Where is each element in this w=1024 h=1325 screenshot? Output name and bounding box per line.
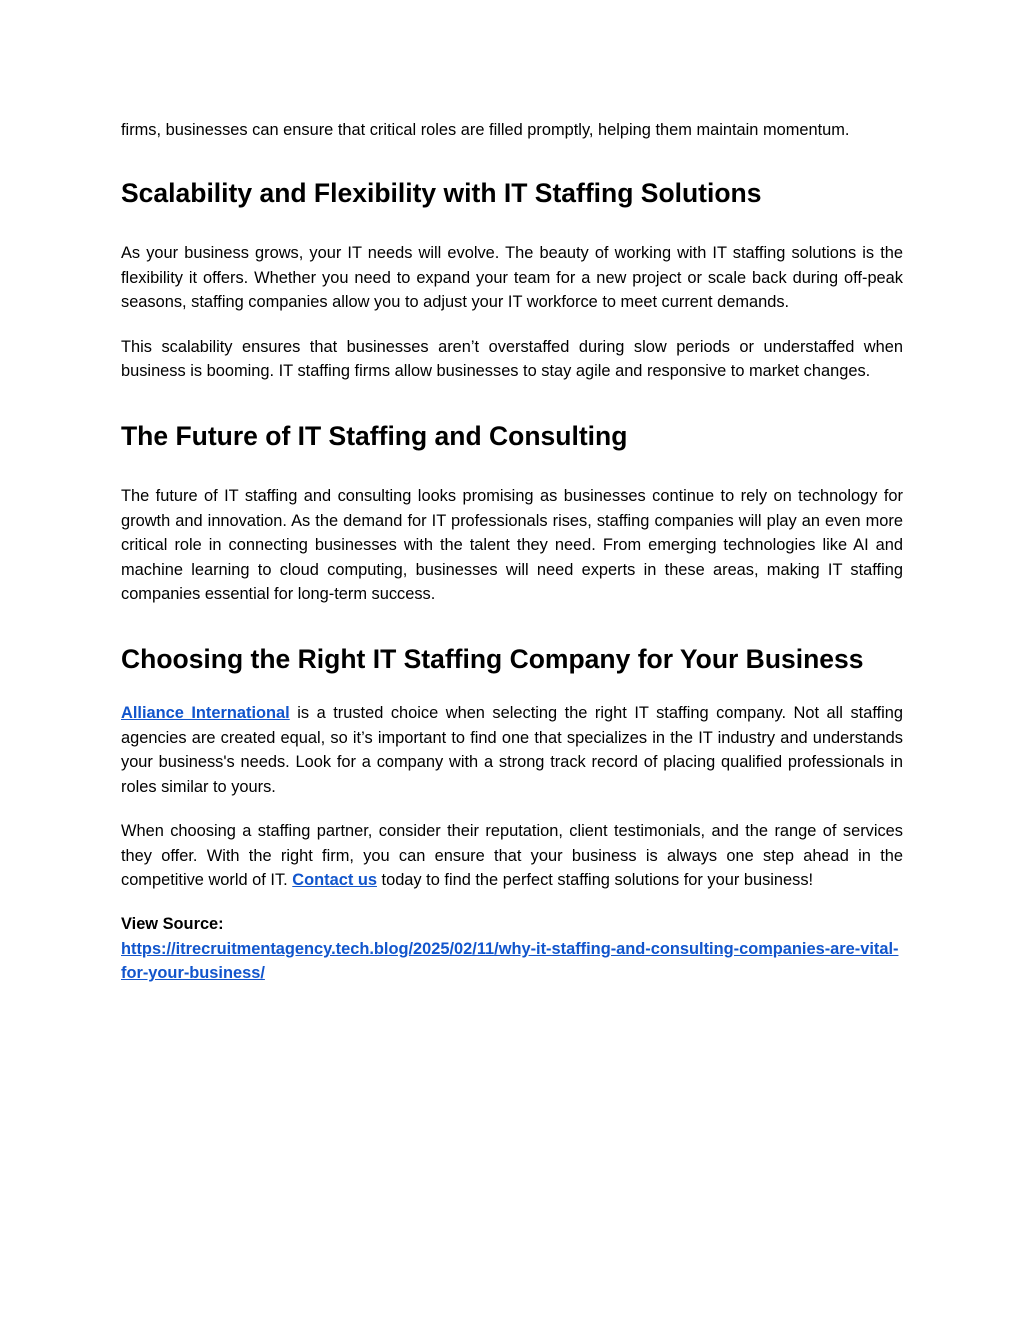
choosing-paragraph-2-text-after: today to find the perfect staffing solutions for your business! xyxy=(376,870,814,889)
choosing-paragraph-1 xyxy=(121,701,903,799)
choosing-paragraph-2 xyxy=(121,819,903,892)
source-url-link[interactable]: https://itrecruitmentagency.tech.blog/2025/02/11/why-it-staffing-and-consulting-companies-are-vital-for-your-business/ xyxy=(121,939,899,983)
view-source-block xyxy=(121,912,903,985)
scalability-paragraph-2: This scalability ensures that businesses aren’t overstaffed during slow periods or understaffed when business is booming. IT staffing firms allow businesses to stay agile and responsive to market changes. xyxy=(121,337,903,381)
contact-us-link[interactable]: Contact us xyxy=(292,870,377,889)
document-page xyxy=(121,118,903,986)
scalability-paragraph-1: As your business grows, your IT needs will evolve. The beauty of working with IT staffing solutions is the flexibility it offers. Whether you need to expand your team for a new project or scale back during off-peak seasons, staffing companies allow you to adjust your IT workforce to meet current demands. xyxy=(121,244,903,312)
heading-future: The Future of IT Staffing and Consulting xyxy=(121,421,628,452)
future-paragraph: The future of IT staffing and consulting looks promising as businesses continue to rely on technology for growth and innovation. As the demand for IT professionals rises, staffing companies will play an even more critical role in connecting businesses with the talent they need. From emerging technologies like AI and machine learning to cloud computing, businesses will need experts in these areas, making IT staffing companies essential for long-term success. xyxy=(121,487,903,604)
view-source-label: View Source: xyxy=(121,915,224,934)
choosing-paragraph-1-text: is a trusted choice when selecting the right IT staffing company. Not all staffing agencies are created equal, so it’s important to find one that specializes in the IT industry and understands your business's needs. Look for a company with a strong track record of placing qualified professionals in roles similar to yours. xyxy=(121,704,904,796)
alliance-international-link[interactable]: Alliance International xyxy=(121,704,290,723)
heading-scalability: Scalability and Flexibility with IT Staffing Solutions xyxy=(121,178,762,209)
intro-paragraph: firms, businesses can ensure that critical roles are filled promptly, helping them maintain momentum. xyxy=(121,121,850,139)
heading-choosing: Choosing the Right IT Staffing Company for Your Business xyxy=(121,644,864,675)
choosing-paragraph-2-text-before: When choosing a staffing partner, consider their reputation, client testimonials, and the range of services they offer. With the right firm, you can ensure that your business is always one step ahead in the competitive world of IT. xyxy=(121,822,903,889)
